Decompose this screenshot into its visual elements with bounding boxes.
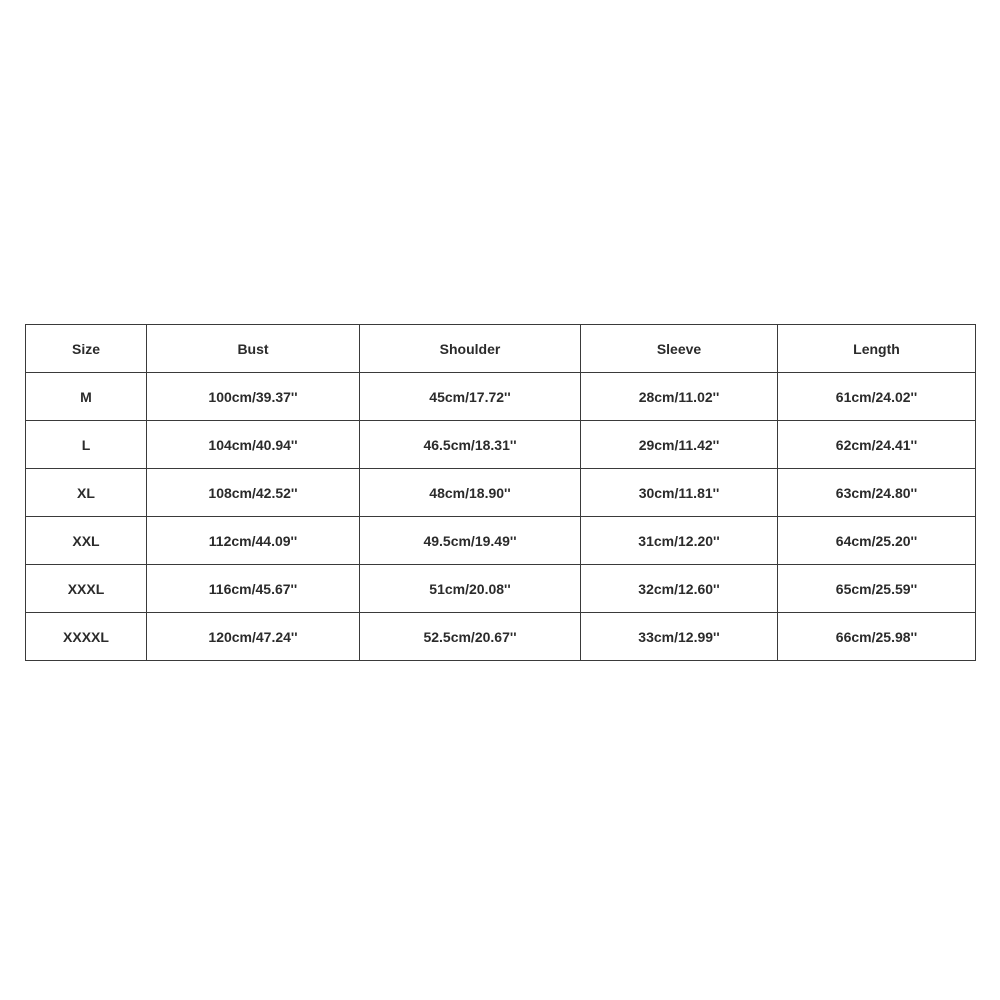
cell-length: 64cm/25.20'' bbox=[778, 517, 976, 565]
size-chart-table bbox=[25, 324, 976, 661]
cell-bust: 108cm/42.52'' bbox=[147, 469, 360, 517]
table-row bbox=[26, 613, 976, 661]
cell-size: XXL bbox=[26, 517, 147, 565]
cell-length: 65cm/25.59'' bbox=[778, 565, 976, 613]
header-bust: Bust bbox=[147, 325, 360, 373]
cell-shoulder: 52.5cm/20.67'' bbox=[360, 613, 581, 661]
cell-bust: 116cm/45.67'' bbox=[147, 565, 360, 613]
cell-size: L bbox=[26, 421, 147, 469]
cell-length: 61cm/24.02'' bbox=[778, 373, 976, 421]
cell-bust: 104cm/40.94'' bbox=[147, 421, 360, 469]
header-length: Length bbox=[778, 325, 976, 373]
cell-size: XXXXL bbox=[26, 613, 147, 661]
table-row bbox=[26, 421, 976, 469]
cell-size: XXXL bbox=[26, 565, 147, 613]
header-size: Size bbox=[26, 325, 147, 373]
cell-length: 62cm/24.41'' bbox=[778, 421, 976, 469]
cell-shoulder: 48cm/18.90'' bbox=[360, 469, 581, 517]
header-shoulder: Shoulder bbox=[360, 325, 581, 373]
cell-size: XL bbox=[26, 469, 147, 517]
cell-shoulder: 46.5cm/18.31'' bbox=[360, 421, 581, 469]
table-row bbox=[26, 565, 976, 613]
cell-sleeve: 30cm/11.81'' bbox=[581, 469, 778, 517]
cell-length: 63cm/24.80'' bbox=[778, 469, 976, 517]
cell-sleeve: 31cm/12.20'' bbox=[581, 517, 778, 565]
header-sleeve: Sleeve bbox=[581, 325, 778, 373]
cell-size: M bbox=[26, 373, 147, 421]
cell-shoulder: 51cm/20.08'' bbox=[360, 565, 581, 613]
table-header-row bbox=[26, 325, 976, 373]
cell-sleeve: 29cm/11.42'' bbox=[581, 421, 778, 469]
cell-shoulder: 45cm/17.72'' bbox=[360, 373, 581, 421]
cell-sleeve: 28cm/11.02'' bbox=[581, 373, 778, 421]
table-row bbox=[26, 517, 976, 565]
cell-bust: 112cm/44.09'' bbox=[147, 517, 360, 565]
cell-shoulder: 49.5cm/19.49'' bbox=[360, 517, 581, 565]
cell-bust: 120cm/47.24'' bbox=[147, 613, 360, 661]
cell-length: 66cm/25.98'' bbox=[778, 613, 976, 661]
table-row bbox=[26, 469, 976, 517]
cell-sleeve: 33cm/12.99'' bbox=[581, 613, 778, 661]
cell-bust: 100cm/39.37'' bbox=[147, 373, 360, 421]
table-row bbox=[26, 373, 976, 421]
cell-sleeve: 32cm/12.60'' bbox=[581, 565, 778, 613]
